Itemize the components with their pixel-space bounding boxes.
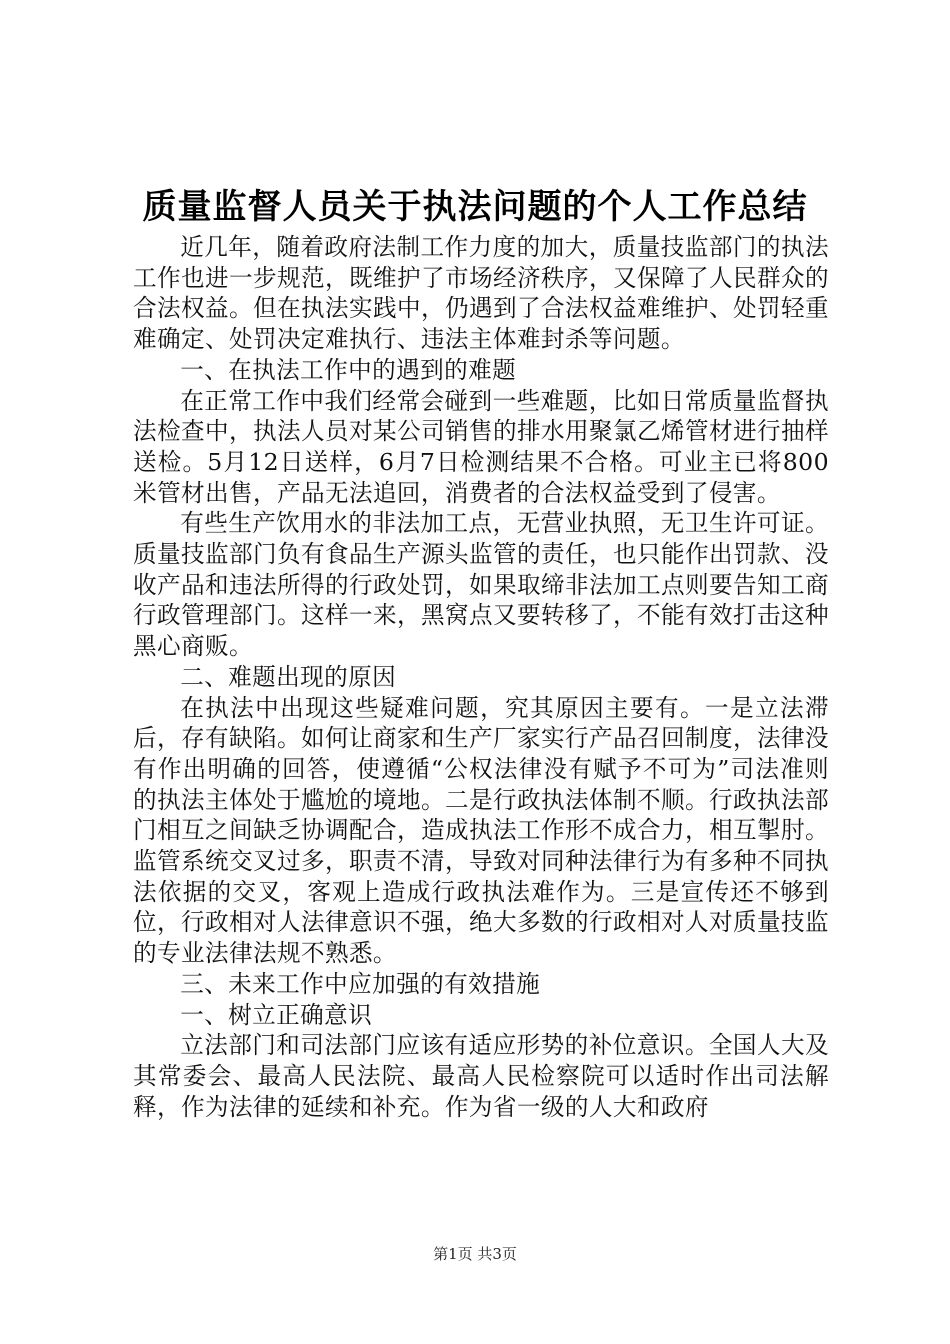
page-footer: 第1页 共3页 xyxy=(433,1245,517,1263)
section-heading-difficulties: 一、在执法工作中的遇到的难题 xyxy=(180,355,517,384)
document-body xyxy=(133,232,829,1122)
subsection-heading-awareness: 一、树立正确意识 xyxy=(180,1000,373,1029)
paragraph-causes: 在执法中出现这些疑难问题，究其原因主要有。一是立法滞后，存有缺陷。如何让商家和生产厂家实行产品召回制度，法律没有作出明确的回答，使遵循“公权法律没有赋予不可为”司法准则的执法主体处于尴尬的境地。二是行政执法体制不顺。行政执法部门相互之间缺乏协调配合，造成执法工作形不成合力，相互掣肘。监管系统交叉过多，职责不清，导致对同种法律行为有多种不同执法依据的交叉，客观上造成行政执法难作为。三是宣传还不够到位，行政相对人法律意识不强，绝大多数的行政相对人对质量技监的专业法律法规不熟悉。 xyxy=(133,693,829,968)
section-heading-causes: 二、难题出现的原因 xyxy=(180,662,397,691)
paragraph-water-plant-case: 有些生产饮用水的非法加工点，无营业执照，无卫生许可证。质量技监部门负有食品生产源头监管的责任，也只能作出罚款、没收产品和违法所得的行政处罚，如果取缔非法加工点则要告知工商行政管理部门。这样一来，黑窝点又要转移了，不能有效打击这种黑心商贩。 xyxy=(133,509,829,661)
paragraph-sampling-case: 在正常工作中我们经常会碰到一些难题，比如日常质量监督执法检查中，执法人员对某公司销售的排水用聚氯乙烯管材进行抽样送检。5月12日送样，6月7日检测结果不合格。可业主已将800米管材出售，产品无法追回，消费者的合法权益受到了侵害。 xyxy=(133,386,829,507)
section-heading-measures: 三、未来工作中应加强的有效措施 xyxy=(180,969,541,998)
document-title: 质量监督人员关于执法问题的个人工作总结 xyxy=(142,187,808,227)
paragraph-intro: 近几年，随着政府法制工作力度的加大，质量技监部门的执法工作也进一步规范，既维护了市场经济秩序，又保障了人民群众的合法权益。但在执法实践中，仍遇到了合法权益难维护、处罚轻重难确定、处罚决定难执行、违法主体难封杀等问题。 xyxy=(133,233,829,354)
paragraph-awareness: 立法部门和司法部门应该有适应形势的补位意识。全国人大及其常委会、最高人民法院、最高人民检察院可以适时作出司法解释，作为法律的延续和补充。作为省一级的人大和政府 xyxy=(133,1031,829,1121)
